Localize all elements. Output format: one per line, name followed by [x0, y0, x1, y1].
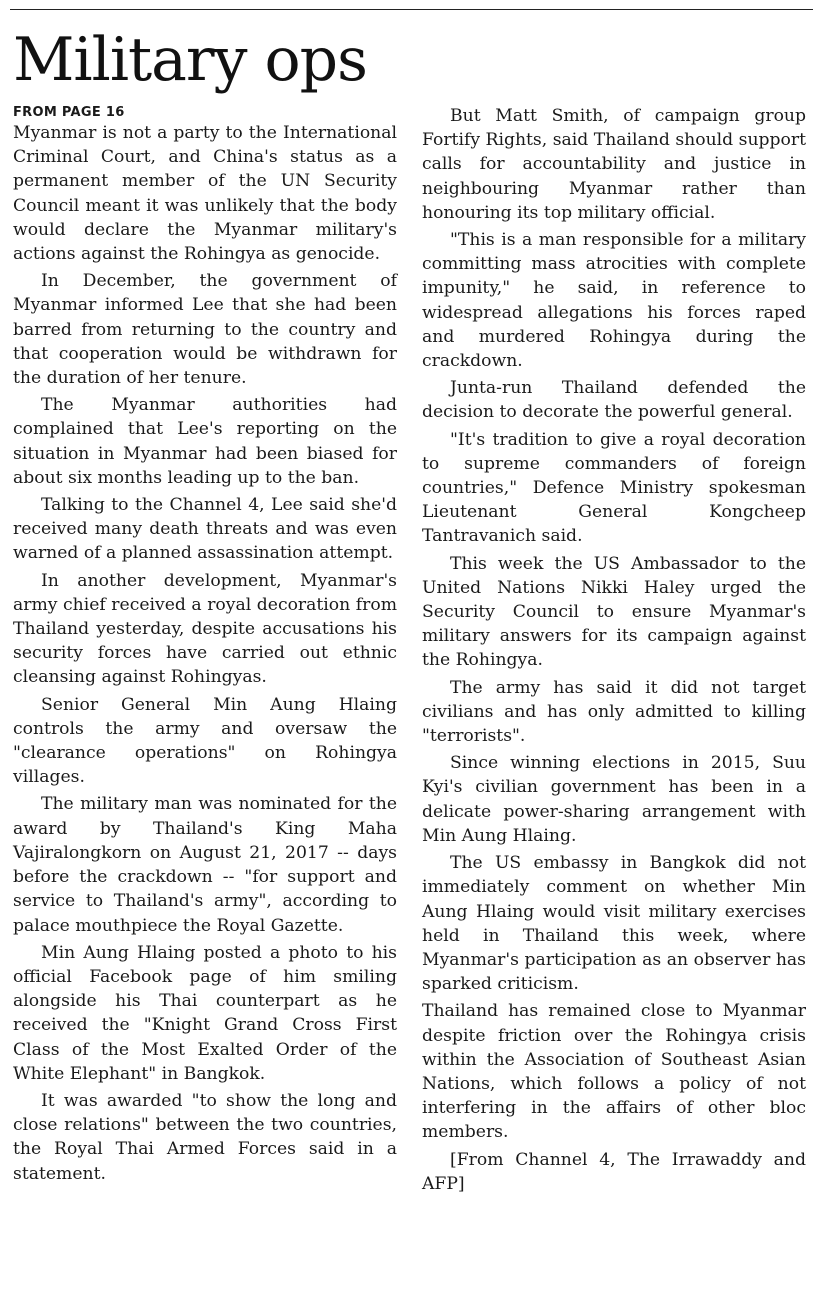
paragraph: "This is a man responsible for a military committing mass atrocities with complete impunity," he said, in reference to widespread allegations his forces raped and murdered Rohingya during the crackdown.	[422, 230, 806, 372]
paragraph: The US embassy in Bangkok did not immediately comment on whether Min Aung Hlaing would visit military exercises held in Thailand this week, where Myanmar's participation as an observer has sparked criticism.	[422, 853, 806, 995]
paragraph: The army has said it did not target civilians and has only admitted to killing "terrorists".	[422, 677, 806, 747]
paragraph: Myanmar is not a party to the International Criminal Court, and China's status as a permanent member of the UN Security Council meant it was unlikely that the body would declare the Myanmar military's actions against the Rohingya as genocide.	[13, 123, 397, 265]
right-column	[422, 104, 806, 1199]
headline: Military ops	[13, 25, 367, 95]
paragraph: This week the US Ambassador to the United Nations Nikki Haley urged the Security Council to ensure Myanmar's military answers for its campaign against the Rohingya.	[422, 553, 806, 671]
paragraph: It was awarded "to show the long and close relations" between the two countries, the Royal Thai Armed Forces said in a statement.	[13, 1090, 397, 1184]
credit-line: [From Channel 4, The Irrawaddy and AFP]	[422, 1149, 806, 1194]
paragraph: But Matt Smith, of campaign group Fortify Rights, said Thailand should support calls for accountability and justice in neighbouring Myanmar rather than honouring its top military official.	[422, 106, 806, 223]
paragraph: The military man was nominated for the award by Thailand's King Maha Vajiralongkorn on August 21, 2017 -- days before the crackdown -- "for support and service to Thailand's army", according to palace mouthpiece the Royal Gazette.	[13, 794, 397, 936]
paragraph: "It's tradition to give a royal decoration to supreme commanders of foreign countries," Defence Ministry spokesman Lieutenant General Kongcheep Tantravanich said.	[422, 429, 806, 547]
kicker: FROM PAGE 16	[13, 105, 125, 120]
paragraph: The Myanmar authorities had complained that Lee's reporting on the situation in Myanmar had been biased for about six months leading up to the ban.	[13, 395, 397, 488]
left-column	[13, 104, 397, 1189]
top-rule	[10, 9, 813, 10]
paragraph: In another development, Myanmar's army chief received a royal decoration from Thailand yesterday, despite accusations his security forces have carried out ethnic cleansing against Rohingyas.	[13, 570, 397, 688]
paragraph: Talking to the Channel 4, Lee said she'd received many death threats and was even warned of a planned assassination attempt.	[13, 495, 397, 564]
paragraph: Thailand has remained close to Myanmar despite friction over the Rohingya crisis within the Association of Southeast Asian Nations, which follows a policy of not interfering in the affairs of other bloc members.	[422, 1001, 806, 1143]
paragraph: Senior General Min Aung Hlaing controls the army and oversaw the "clearance operations" on Rohingya villages.	[13, 694, 397, 788]
paragraph: Min Aung Hlaing posted a photo to his official Facebook page of him smiling alongside his Thai counterpart as he received the "Knight Grand Cross First Class of the Most Exalted Order of the White Elephant" in Bangkok.	[13, 942, 397, 1084]
paragraph: Junta-run Thailand defended the decision to decorate the powerful general.	[422, 378, 806, 423]
paragraph: In December, the government of Myanmar informed Lee that she had been barred from returning to the country and that cooperation would be withdrawn for the duration of her tenure.	[13, 271, 397, 389]
paragraph: Since winning elections in 2015, Suu Kyi's civilian government has been in a delicate power-sharing arrangement with Min Aung Hlaing.	[422, 753, 806, 846]
header-strip	[10, 0, 813, 7]
